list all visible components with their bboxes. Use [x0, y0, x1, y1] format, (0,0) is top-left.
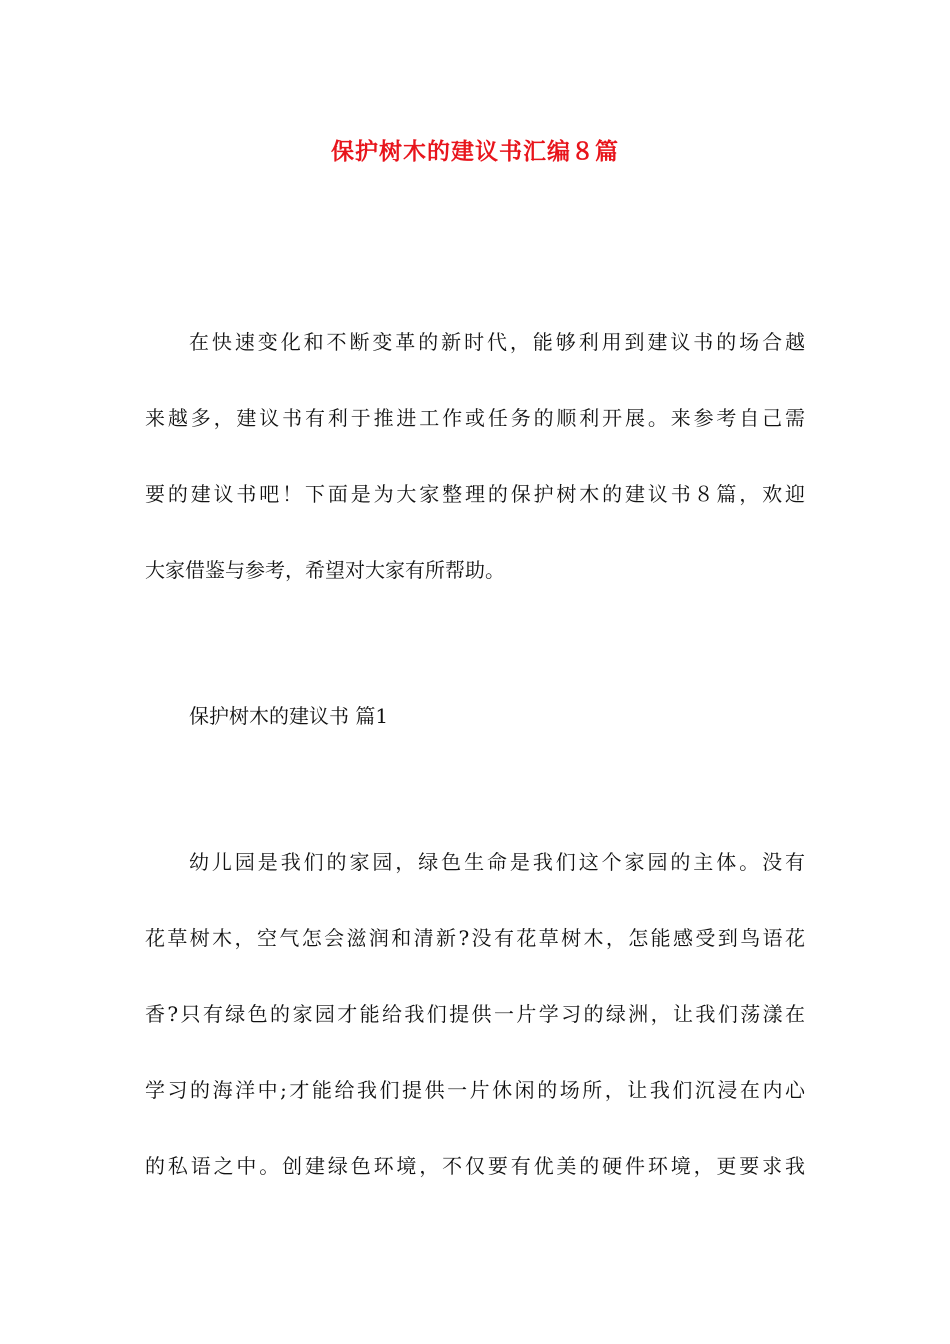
- body-line: 香?只有绿色的家园才能给我们提供一片学习的绿洲，让我们荡漾在: [145, 1002, 805, 1026]
- intro-line: 来越多，建议书有利于推进工作或任务的顺利开展。来参考自己需: [145, 406, 805, 430]
- body-line: 的私语之中。创建绿色环境，不仅要有优美的硬件环境，更要求我: [145, 1154, 805, 1178]
- intro-paragraph: [145, 322, 805, 626]
- intro-line: 大家借鉴与参考，希望对大家有所帮助。: [145, 558, 505, 582]
- body-line: 花草树木，空气怎会滋润和清新?没有花草树木，怎能感受到鸟语花: [145, 926, 805, 950]
- intro-line: 要的建议书吧！下面是为大家整理的保护树木的建议书８篇，欢迎: [145, 482, 805, 506]
- body-line: 学习的海洋中;才能给我们提供一片休闲的场所，让我们沉浸在内心: [145, 1078, 805, 1102]
- document-title: 保护树木的建议书汇编８篇: [331, 138, 619, 165]
- section-heading: 保护树木的建议书 篇1: [189, 704, 389, 728]
- body-paragraph: [145, 842, 805, 1222]
- intro-line: 在快速变化和不断变革的新时代，能够利用到建议书的场合越: [189, 330, 805, 354]
- body-line: 幼儿园是我们的家园，绿色生命是我们这个家园的主体。没有: [189, 850, 805, 874]
